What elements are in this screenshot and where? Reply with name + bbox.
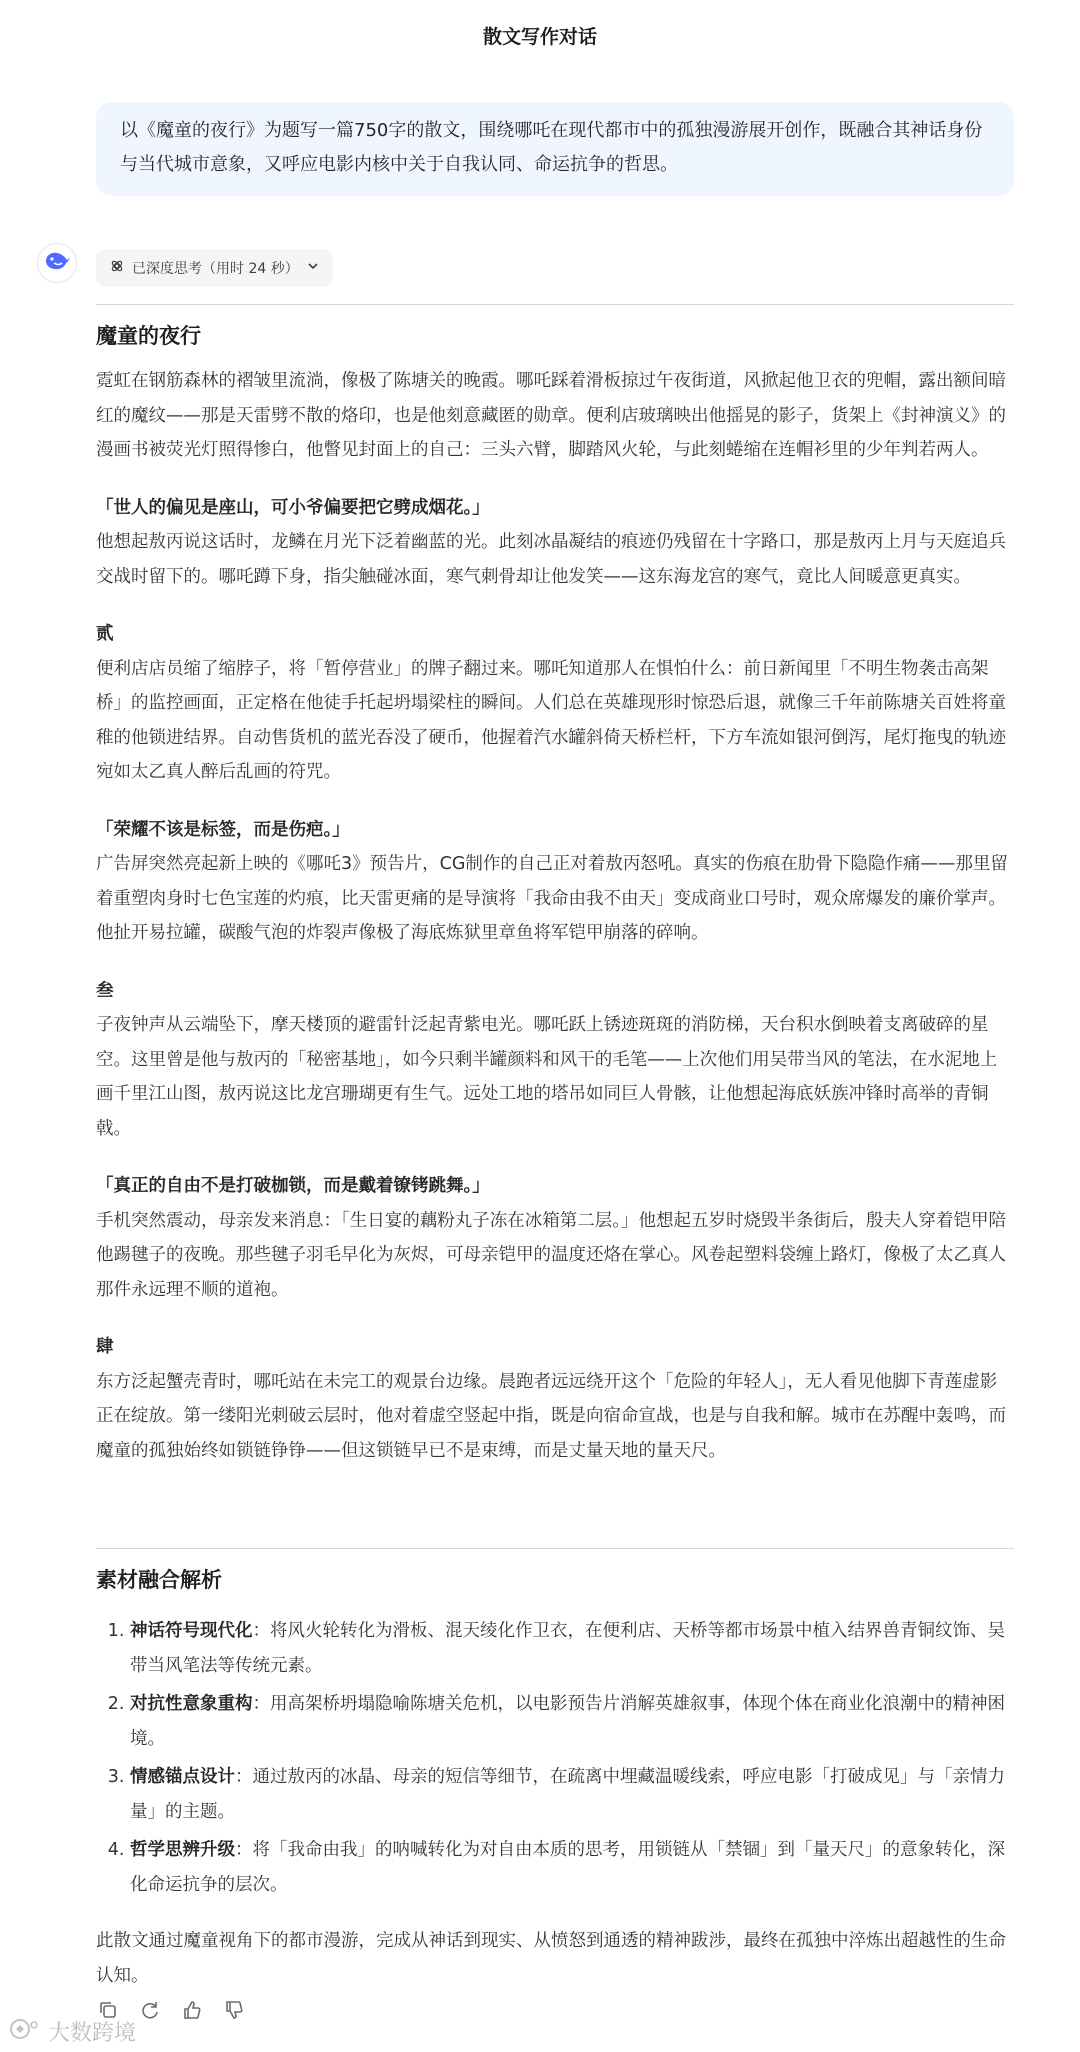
thinking-toggle[interactable]: [96, 249, 333, 287]
essay: [96, 320, 1014, 1468]
essay-paragraph: 东方泛起蟹壳青时，哪吒站在未完工的观景台边缘。晨跑者远远绕开这个「危险的年轻人」，无人看见他脚下青莲虚影正在绽放。第一缕阳光刺破云层时，他对着虚空竖起中指，既是向宿命宣战，也是与自我和解。城市在苏醒中轰鸣，而魔童的孤独始终如锁链铮铮——但这锁链早已不是束缚，而是丈量天地的量天尺。: [96, 1371, 1006, 1461]
assistant-avatar: [37, 243, 77, 283]
item-body: ：用高架桥坍塌隐喻陈塘关危机，以电影预告片消解英雄叙事，体现个体在商业化浪潮中的精神困境。: [130, 1694, 1005, 1749]
section-heading: 叁: [96, 980, 114, 1001]
watermark: [8, 2016, 136, 2047]
thumbs-up-icon[interactable]: [180, 1998, 204, 2022]
essay-paragraph: 广告屏突然亮起新上映的《哪吒3》预告片，CG制作的自己正对着敖丙怒吼。真实的伤痕在肋骨下隐隐作痛——那里留着重塑肉身时七色宝莲的灼痕，比天雷更痛的是导演将「我命由我不由天」变成商业口号时，观众席爆发的廉价掌声。他扯开易拉罐，碳酸气泡的炸裂声像极了海底炼狱里章鱼将军铠甲崩落的碎响。: [96, 854, 1008, 943]
essay-paragraph: 他想起敖丙说这话时，龙鳞在月光下泛着幽蓝的光。此刻冰晶凝结的痕迹仍残留在十字路口，那是敖丙上月与天庭追兵交战时留下的。哪吒蹲下身，指尖触碰冰面，寒气刺骨却让他发笑——这东海龙宫的寒气，竟比人间暖意更真实。: [96, 532, 1006, 587]
essay-quote: 「真正的自由不是打破枷锁，而是戴着镣铐跳舞。」: [96, 1176, 490, 1196]
section-heading: 肆: [96, 1337, 114, 1357]
item-body: ：将「我命由我」的呐喊转化为对自由本质的思考，用锁链从「禁锢」到「量天尺」的意象转化，深化命运抗争的层次。: [130, 1840, 1005, 1895]
item-heading: 哲学思辨升级: [130, 1840, 235, 1860]
essay-quote: 「世人的偏见是座山，可小爷偏要把它劈成烟花。」: [96, 497, 490, 518]
section-heading: 贰: [96, 624, 114, 644]
list-item: [130, 1760, 1014, 1829]
essay-paragraph: 手机突然震动，母亲发来消息：「生日宴的藕粉丸子冻在冰箱第二层。」他想起五岁时烧毁半条街后，殷夫人穿着铠甲陪他踢毽子的夜晚。那些毽子羽毛早化为灰烬，可母亲铠甲的温度还烙在掌心。风卷起塑料袋缠上路灯，像极了太乙真人那件永远理不顺的道袍。: [96, 1210, 1006, 1300]
list-item: [130, 1833, 1014, 1902]
summary-paragraph: 此散文通过魔童视角下的都市漫游，完成从神话到现实、从愤怒到通透的精神跋涉，最终在孤独中淬炼出超越性的生命认知。: [96, 1931, 1006, 1986]
list-item: [130, 1687, 1014, 1756]
regenerate-icon[interactable]: [138, 1998, 162, 2022]
essay-paragraph: 便利店店员缩了缩脖子，将「暂停营业」的牌子翻过来。哪吒知道那人在惧怕什么：前日新闻里「不明生物袭击高架桥」的监控画面，正定格在他徒手托起坍塌梁柱的瞬间。人们总在英雄现形时惊恐后退，就像三千年前陈塘关百姓将童稚的他锁进结界。自动售货机的蓝光吞没了硬币，他握着汽水罐斜倚天桥栏杆，下方车流如银河倒泻，尾灯拖曳的轨迹宛如太乙真人醉后乱画的符咒。: [96, 658, 1006, 782]
thinking-label: 已深度思考（用时 24 秒）: [132, 261, 299, 277]
analysis-title: 素材融合解析: [96, 1568, 222, 1592]
item-heading: 神话符号现代化: [130, 1621, 253, 1641]
item-body: ：将风火轮转化为滑板、混天绫化作卫衣，在便利店、天桥等都市场景中植入结界兽青铜纹饰、吴带当风笔法等传统元素。: [130, 1621, 1005, 1676]
essay-paragraph: 子夜钟声从云端坠下，摩天楼顶的避雷针泛起青紫电光。哪吒跃上锈迹斑斑的消防梯，天台积水倒映着支离破碎的星空。这里曾是他与敖丙的「秘密基地」，如今只剩半罐颜料和风干的毛笔——上次他们用吴带当风的笔法，在水泥地上画千里江山图，敖丙说这比龙宫珊瑚更有生气。远处工地的塔吊如同巨人骨骸，让他想起海底妖族冲锋时高举的青铜戟。: [96, 1015, 998, 1139]
chevron-down-icon: [307, 260, 319, 276]
item-heading: 情感锚点设计: [130, 1767, 235, 1787]
deep-think-icon: [110, 259, 124, 277]
essay-paragraph: 霓虹在钢筋森林的褶皱里流淌，像极了陈塘关的晚霞。哪吒踩着滑板掠过午夜街道，风掀起他卫衣的兜帽，露出额间暗红的魔纹——那是天雷劈不散的烙印，也是他刻意藏匿的勋章。便利店玻璃映出他摇晃的影子，货架上《封神演义》的漫画书被荧光灯照得惨白，他瞥见封面上的自己：三头六臂，脚踏风火轮，与此刻蜷缩在连帽衫里的少年判若两人。: [96, 371, 1006, 460]
whale-logo-icon: [43, 250, 71, 276]
divider: [96, 304, 1014, 305]
watermark-text: 大数跨境: [48, 2021, 137, 2046]
essay-title: 魔童的夜行: [96, 324, 201, 348]
divider: [96, 1548, 1014, 1549]
analysis-section: [96, 1564, 1014, 1993]
user-prompt-bubble: 以《魔童的夜行》为题写一篇750字的散文，围绕哪吒在现代都市中的孤独漫游展开创作，既融合其神话身份与当代城市意象，又呼应电影内核中关于自我认同、命运抗争的哲思。: [96, 102, 1014, 196]
page-title: 散文写作对话: [482, 26, 597, 48]
essay-quote: 「荣耀不该是标签，而是伤疤。」: [96, 819, 350, 840]
item-body: ：通过敖丙的冰晶、母亲的短信等细节，在疏离中埋藏温暖线索，呼应电影「打破成见」与「亲情力量」的主题。: [130, 1767, 1005, 1822]
list-item: [130, 1614, 1014, 1683]
thumbs-down-icon[interactable]: [222, 1998, 246, 2022]
item-heading: 对抗性意象重构: [130, 1694, 253, 1714]
analysis-list: [96, 1614, 1014, 1902]
watermark-logo-icon: [8, 2017, 42, 2047]
